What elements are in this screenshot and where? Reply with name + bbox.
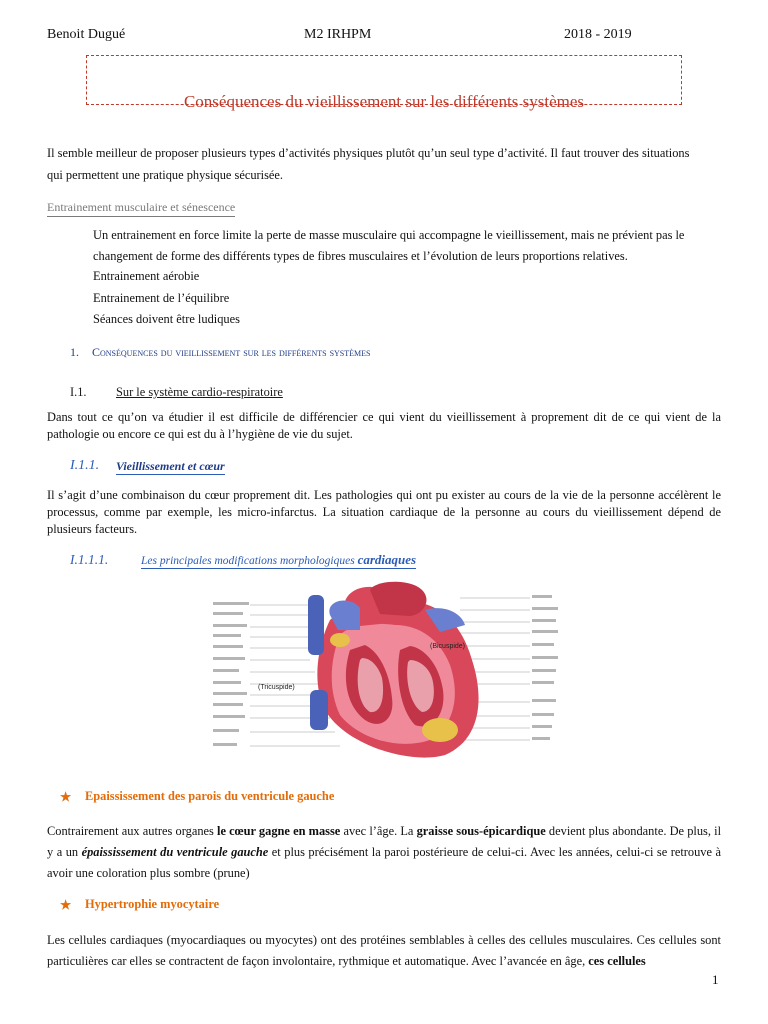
text-run-bold: le cœur gagne en masse bbox=[217, 824, 341, 838]
title-box bbox=[86, 55, 682, 111]
paragraph-coeur: Il s’agit d’une combinaison du cœur proprement dit. Les pathologies qui ont pu exister au cours de la vie de la personne accélèrent le processus, comme par exemple, les micro-infarctus. La situation cardiaque de la personne au cours du vieillissement dépend de plusieurs facteurs. bbox=[47, 488, 721, 536]
paragraph-epaississement bbox=[47, 821, 721, 884]
heading-text-main: Les principales modifications morphologiques bbox=[141, 555, 355, 567]
heading-text: Conséquences du vieillissement sur les différents systèmes bbox=[92, 345, 371, 359]
section-heading-muscle: Entrainement musculaire et sénescence bbox=[47, 200, 235, 217]
heading-text bbox=[141, 552, 416, 569]
star-heading-text: Epaississement des parois du ventricule gauche bbox=[85, 789, 335, 803]
intro-line-2: qui permettent une pratique physique sécurisée. bbox=[47, 168, 284, 182]
heading-level-4 bbox=[70, 552, 417, 568]
bullet-line: Un entrainement en force limite la perte de masse musculaire qui accompagne le vieillissement, mais ne prévient pas le bbox=[93, 228, 685, 242]
star-icon: ★ bbox=[60, 790, 72, 804]
text-run-bold: ces cellules bbox=[588, 954, 646, 968]
text-run: avec l’âge. La bbox=[340, 824, 417, 838]
heading-number: I.1.1.1. bbox=[70, 552, 109, 567]
heading-level-1 bbox=[70, 345, 370, 360]
heading-text: Vieillissement et cœur bbox=[116, 459, 225, 473]
paragraph-cardio: Dans tout ce qu’on va étudier il est difficile de différencier ce qui vient du vieillissement à proprement dit de ce qui vient de la pathologie ou encore ce qui est du à l’hygiène de vie du sujet. bbox=[47, 410, 721, 441]
text-run: devient plus abondante. De plus, il y a un bbox=[47, 824, 722, 859]
heading-number: I.1. bbox=[70, 385, 87, 399]
heading-level-3 bbox=[70, 458, 225, 474]
text-run-bold: graisse sous-épicardique bbox=[416, 824, 546, 838]
heading-number: 1. bbox=[70, 345, 79, 359]
heading-number: I.1.1. bbox=[70, 458, 100, 473]
bullet-text: Séances doivent être ludiques bbox=[93, 312, 240, 326]
text-run: et plus précisément la paroi postérieure de celui-ci. Avec les années, celui-ci se retrouve à avoir une coloration plus sombre (prune) bbox=[47, 845, 721, 880]
bullet-text: Entrainement aérobie bbox=[93, 269, 200, 283]
label-tricuspide: (Tricuspide) bbox=[258, 684, 295, 691]
bullet-text: Entrainement de l’équilibre bbox=[93, 291, 230, 305]
header-author: Benoit Dugué bbox=[47, 27, 126, 42]
text-run: Les cellules cardiaques (myocardiaques ou myocytes) ont des protéines semblables à celles des cellules musculaires. Ces cellules sont particulières car elles se contractent de façon involontaire, rythmique et automatique. Avec l’avancée en âge, bbox=[47, 933, 721, 968]
heart-anatomy-figure bbox=[210, 580, 560, 762]
bullet-line: changement de forme des différents types de fibres musculaires et l’évolution de leurs proportions relatives. bbox=[93, 249, 628, 263]
bullet-item bbox=[75, 225, 721, 267]
bullet-text bbox=[93, 225, 721, 267]
text-run: Contrairement aux autres organes bbox=[47, 824, 218, 838]
text-run-bold-italic: épaississement du ventricule gauche bbox=[81, 845, 269, 859]
intro-paragraph bbox=[47, 143, 721, 185]
star-heading-text: Hypertrophie myocytaire bbox=[85, 897, 220, 911]
heading-text: Sur le système cardio-respiratoire bbox=[116, 385, 283, 399]
star-icon: ★ bbox=[60, 898, 72, 912]
header-course: M2 IRHPM bbox=[304, 27, 372, 42]
intro-line-1: Il semble meilleur de proposer plusieurs types d’activités physiques plutôt qu’un seul type d’activité. Il faut trouver des situations bbox=[47, 146, 690, 160]
heading-text-bold: cardiaques bbox=[357, 552, 417, 567]
label-bicuspide: (Bicuspide) bbox=[430, 643, 466, 650]
paragraph-hypertrophie bbox=[47, 930, 721, 972]
page-title: Conséquences du vieillissement sur les différents systèmes bbox=[183, 92, 585, 111]
page-number: 1 bbox=[712, 972, 719, 987]
header-year: 2018 - 2019 bbox=[564, 27, 632, 42]
